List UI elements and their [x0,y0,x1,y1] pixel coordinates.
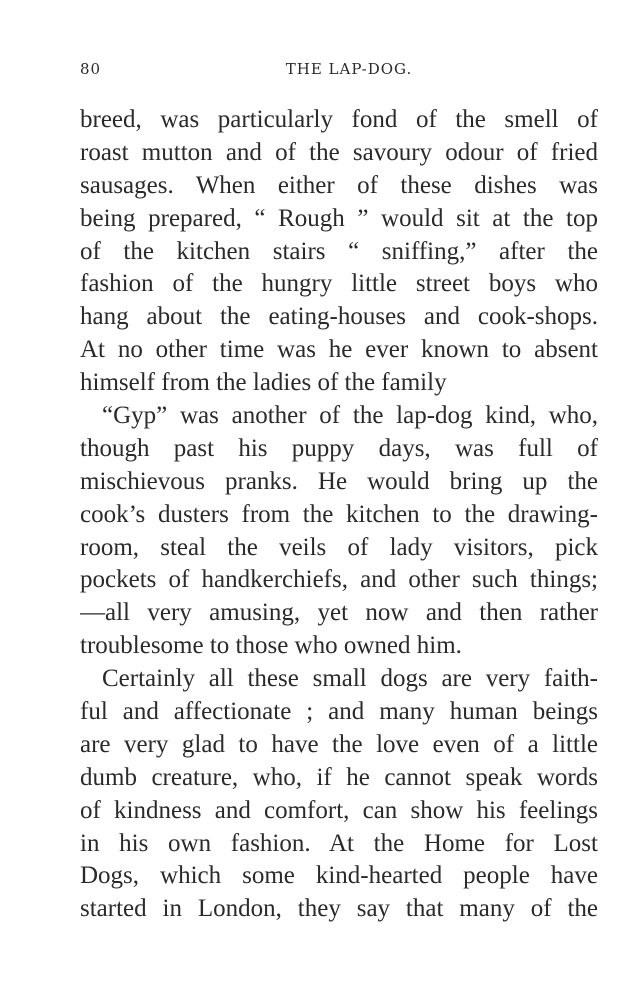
body-text [80,104,598,926]
text-line: pockets of handkerchiefs, and other such things; [80,566,598,594]
text-line: started in London, they say that many of the [80,895,598,923]
text-line: are very glad to have the love even of a little [80,730,598,758]
text-line: of kindness and comfort, can show his feelings [80,796,598,824]
text-line: Dogs, which some kind-hearted people have [80,862,598,890]
text-line: of the kitchen stairs “ sniffing,” after the [80,237,598,265]
text-line: sausages. When either of these dishes was [80,171,598,199]
text-line: —all very amusing, yet now and then rather [80,599,598,627]
text-line: dumb creature, who, if he cannot speak words [80,763,598,791]
text-line: room, steal the veils of lady visitors, pick [80,533,598,561]
text-line: Certainly all these small dogs are very faith- [102,665,598,693]
text-line: roast mutton and of the savoury odour of fried [80,138,598,166]
text-line: ful and affectionate ; and many human beings [80,698,598,726]
text-line: hang about the eating-houses and cook-shops. [80,303,598,331]
text-line: cook’s dusters from the kitchen to the drawing- [80,500,598,528]
page-number: 80 [80,60,102,78]
text-line: fashion of the hungry little street boys who [80,270,598,298]
running-title: THE LAP-DOG. [285,60,413,78]
text-line: “Gyp” was another of the lap-dog kind, who, [102,402,598,430]
text-line: At no other time was he ever known to absent [80,336,598,364]
text-line: mischievous pranks. He would bring up the [80,467,598,495]
text-line: breed, was particularly fond of the smell of [80,106,598,133]
text-line: being prepared, “ Rough ” would sit at the top [80,204,598,232]
text-line: in his own fashion. At the Home for Lost [80,829,598,857]
text-line: himself from the ladies of the family [80,369,447,397]
text-line: troublesome to those who owned him. [80,632,462,660]
running-head [80,60,598,84]
text-line: though past his puppy days, was full of [80,434,598,462]
